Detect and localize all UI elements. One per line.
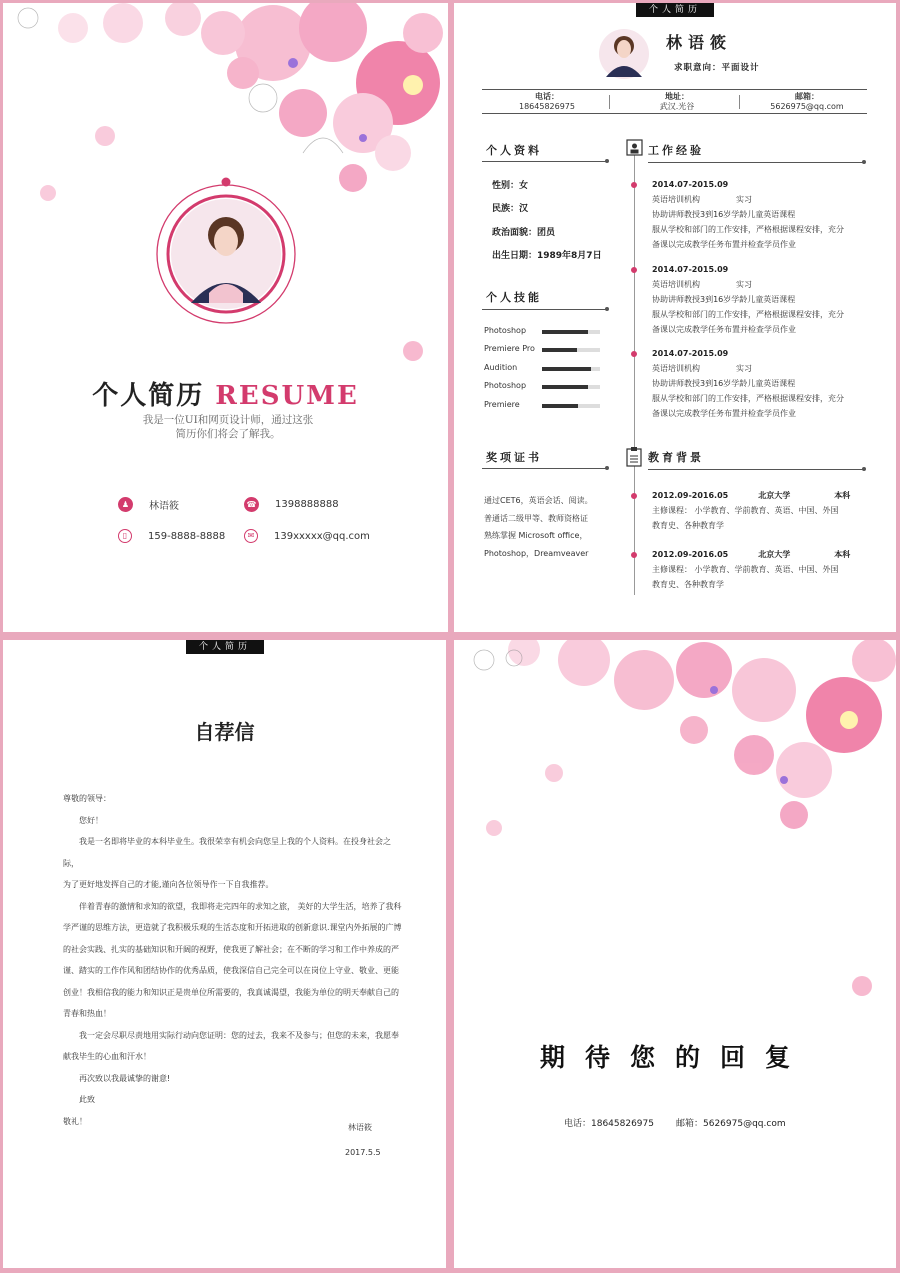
section-rule bbox=[648, 469, 864, 470]
section-title-education: 教育背景 bbox=[648, 451, 704, 464]
skill-name: Photoshop bbox=[484, 326, 527, 335]
cover-page bbox=[3, 3, 448, 632]
skill-name: Premiere bbox=[484, 400, 520, 409]
cover-letter-page bbox=[3, 640, 446, 1268]
closing-email: 邮箱：5626975@qq.com bbox=[676, 1119, 786, 1129]
skill-bar-fill bbox=[542, 348, 577, 352]
letter-body: 尊敬的领导： 您好！ 我是一名即将毕业的本科毕业生。我很荣幸有机会向您呈上我的个人资料。在投身社会之际， 为了更好地发挥自己的才能,谨向各位领导作一下自我推荐。 伴着青春的激情和求知的欲望，我即将走完四年的求知之旅， 美好的大学生活，培养了我科 学严谨的思维方法，更造就了我积极乐观的生活态度和开拓进取的创新意识.课堂内外拓展的广博 的社会实践、扎实的基础知识和开阔的视野，使我更了解社会；在不断的学习和工作中养成的严 谨、踏实的工作作风和团结协作的优秀品质，使我深信自己完全可以在岗位上守业、敬业、更能 创业！我相信我的能力和知识正是贵单位所需要的，我真诚渴望，我能为单位的明天奉献自己的 青春和热血！ 我一定会尽职尽责地用实际行动向您证明：您的过去，我来不及参与；但您的未来，我愿奉 献我毕生的心血和汗水！ 再次致以我最诚挚的谢意! 此致 敬礼！ bbox=[63, 794, 402, 1126]
work-icon bbox=[626, 139, 643, 156]
awards-text: 通过CET6，英语会话、阅读。 普通话二级甲等、教师资格证 熟练掌握 Microsoft office， Photoshop，Dreamveaver bbox=[484, 496, 593, 558]
education-icon bbox=[626, 446, 643, 468]
letter-title: 自荐信 bbox=[194, 720, 255, 744]
contact-mobile: ▯ 159-8888-8888 bbox=[118, 529, 225, 543]
skill-name: Premiere Pro bbox=[484, 344, 535, 353]
timeline-dot bbox=[631, 351, 637, 357]
section-rule bbox=[648, 162, 864, 163]
letter-date: 2017.5.5 bbox=[345, 1148, 381, 1157]
section-title-awards: 奖项证书 bbox=[486, 451, 542, 464]
skill-bar bbox=[542, 348, 600, 352]
timeline-dot bbox=[631, 552, 637, 558]
header-phone: 电话： 18645826975 bbox=[519, 92, 575, 111]
profile-item: 政治面貌：团员 bbox=[492, 228, 556, 238]
timeline-dot bbox=[631, 493, 637, 499]
skill-bar bbox=[542, 404, 600, 408]
skill-bar-fill bbox=[542, 330, 588, 334]
work-entry: 2014.07-2015.09 英语培训机构 实习 协助讲师教授3到16岁学龄儿童英语课程 服从学校和部门的工作安排，严格根据课程安排，充分 备课以完成教学任务布置并检查学员作业 bbox=[652, 349, 844, 418]
page-tab: 个人简历 bbox=[636, 3, 714, 17]
header-address: 地址： 武汉.光谷 bbox=[659, 92, 695, 111]
skill-bar bbox=[542, 385, 600, 389]
avatar-ring bbox=[151, 175, 301, 327]
skill-bar-fill bbox=[542, 404, 578, 408]
job-intent: 求职意向：平面设计 bbox=[674, 63, 760, 73]
section-rule bbox=[482, 161, 607, 162]
mobile-icon: ▯ bbox=[118, 529, 132, 543]
education-entry: 2012.09-2016.05 北京大学 本科 主修课程： 小学教育、学前教育、英语、中国、外国 教育史、各种教育学 bbox=[652, 550, 851, 589]
header-rule bbox=[482, 89, 867, 90]
section-title-skills: 个人技能 bbox=[486, 291, 542, 304]
closing-page bbox=[454, 640, 896, 1268]
profile-item: 性别：女 bbox=[492, 181, 529, 191]
skill-name: Photoshop bbox=[484, 381, 527, 390]
skill-bar bbox=[542, 330, 600, 334]
person-icon: ♟ bbox=[118, 497, 133, 512]
floral-decoration bbox=[454, 640, 896, 840]
resume-name: 林语筱 bbox=[666, 33, 733, 52]
skill-bar-fill bbox=[542, 385, 588, 389]
timeline-line bbox=[634, 153, 635, 595]
work-entry: 2014.07-2015.09 英语培训机构 实习 协助讲师教授3到16岁学龄儿童英语课程 服从学校和部门的工作安排，严格根据课程安排，充分 备课以完成教学任务布置并检查学员作业 bbox=[652, 265, 844, 334]
work-entry: 2014.07-2015.09 英语培训机构 实习 协助讲师教授3到16岁学龄儿童英语课程 服从学校和部门的工作安排，严格根据课程安排，充分 备课以完成教学任务布置并检查学员作业 bbox=[652, 180, 844, 249]
timeline-dot bbox=[631, 267, 637, 273]
mail-icon: ✉ bbox=[244, 529, 258, 543]
header-email: 邮箱： 5626975@qq.com bbox=[770, 92, 844, 111]
cover-title: 个人简历 RESUME bbox=[92, 381, 359, 411]
contact-name: ♟ 林语筱 bbox=[118, 497, 179, 512]
section-title-profile: 个人资料 bbox=[486, 144, 542, 157]
skill-bar bbox=[542, 367, 600, 371]
profile-item: 民族：汉 bbox=[492, 204, 529, 214]
section-rule bbox=[482, 309, 607, 310]
floral-accent bbox=[844, 970, 884, 1010]
cover-subtitle: 我是一位UI和网页设计师，通过这张 简历你们将会了解我。 bbox=[142, 414, 314, 440]
header-rule bbox=[482, 113, 867, 114]
resume-page bbox=[454, 3, 896, 632]
timeline-dot bbox=[631, 182, 637, 188]
floral-accent bbox=[398, 333, 438, 373]
contact-email: ✉ 139xxxxx@qq.com bbox=[244, 529, 370, 543]
phone-icon: ☎ bbox=[244, 497, 259, 512]
avatar bbox=[598, 27, 650, 81]
profile-item: 出生日期：1989年8月7日 bbox=[492, 251, 602, 261]
section-title-work: 工作经验 bbox=[648, 144, 704, 157]
letter-signature: 林语筱 bbox=[348, 1123, 372, 1132]
section-rule bbox=[482, 468, 607, 469]
closing-message: 期待您的回复 bbox=[539, 1043, 810, 1072]
skill-name: Audition bbox=[484, 363, 518, 372]
page-tab: 个人简历 bbox=[186, 640, 264, 654]
contact-phone: ☎ 1398888888 bbox=[244, 497, 339, 512]
closing-phone: 电话：18645826975 bbox=[564, 1119, 654, 1129]
skill-bar-fill bbox=[542, 367, 591, 371]
education-entry: 2012.09-2016.05 北京大学 本科 主修课程： 小学教育、学前教育、英语、中国、外国 教育史、各种教育学 bbox=[652, 491, 851, 530]
